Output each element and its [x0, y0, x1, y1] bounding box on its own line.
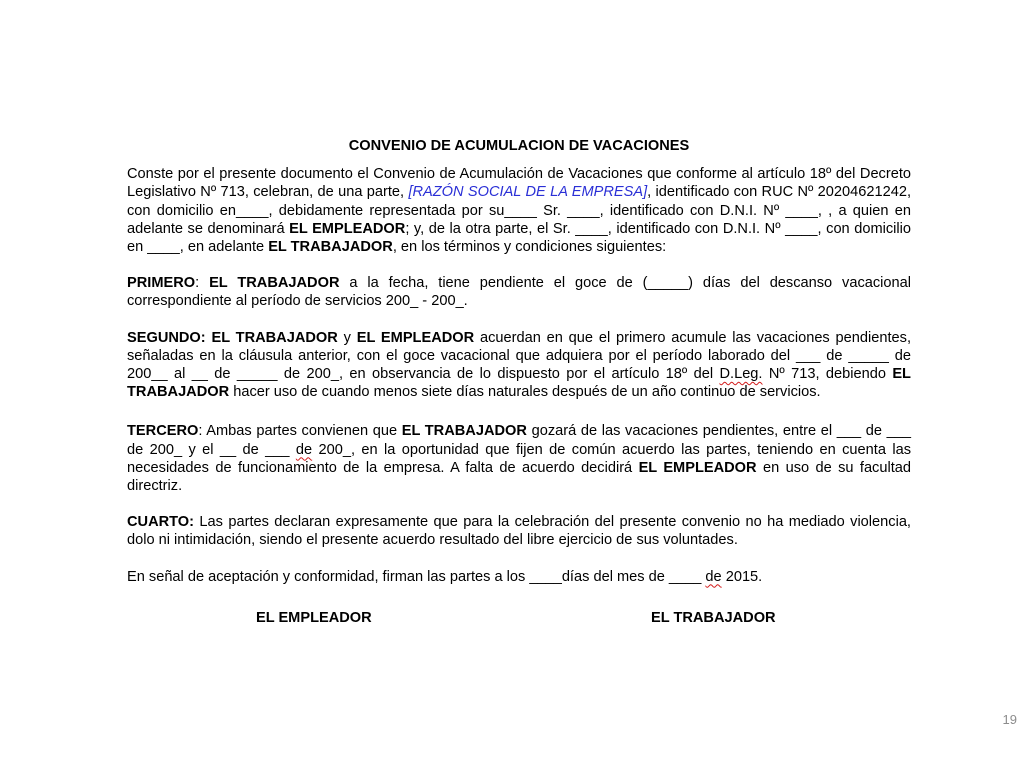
page-number: 19 [1002, 712, 1017, 727]
clause-tercero-spellcheck-word: de [295, 441, 313, 458]
intro-text-4: , en los términos y condiciones siguientes: [392, 239, 667, 256]
clause-segundo [127, 329, 911, 402]
company-name-placeholder: [RAZÓN SOCIAL DE LA EMPRESA] [408, 184, 648, 201]
clause-segundo-text-1: y [337, 329, 357, 346]
intro-text-2: , identificado con RUC Nº 20204621242, con domicilio en____, debidamente representada por su____ Sr. ____, identificado con D.N.I. Nº ____, , a quien en adelante se denominará [127, 184, 911, 237]
clause-cuarto-text-1: Las partes declaran expresamente que para la celebración del presente convenio no ha mediado violencia, dolo ni intimidación, siendo el presente acuerdo resultado del libre ejercicio de sus voluntades. [127, 514, 911, 549]
clause-tercero-employer: EL EMPLEADOR [638, 459, 757, 476]
closing-paragraph [127, 568, 911, 586]
clause-tercero-text-2: gozará de las vacaciones pendientes, entre el ___ de ___ de 200_ y el __ de ___ [127, 423, 911, 458]
intro-employer: EL EMPLEADOR [289, 220, 406, 237]
spacer [127, 256, 911, 274]
clause-segundo-text-3: Nº 713, debiendo [762, 366, 893, 383]
closing-text-1: En señal de aceptación y conformidad, firman las partes a los ____días del mes de ____ [127, 568, 706, 585]
clause-segundo-text-2: acuerdan en que el primero acumule las vacaciones pendientes, señaladas en la cláusula anterior, con el goce vacacional que adquiera por el período laborado del ___ de _____ de 200__ al __ de _____ de 200_, en observancia de lo dispuesto por el artículo 18º del [127, 329, 911, 383]
clause-tercero-text-3: 200_, en la oportunidad que fijen de común acuerdo las partes, teniendo en cuenta las necesidades de funcionamiento de la empresa. A falta de acuerdo decidirá [127, 441, 911, 476]
clause-tercero-text-4: en uso de su facultad directriz. [127, 459, 912, 495]
clause-primero-text-2: a la fecha, tiene pendiente el goce de (_____) días del descanso vacacional correspondiente al período de servicios 200_ - 200_. [127, 275, 912, 310]
intro-text-1: Conste por el presente documento el Convenio de Acumulación de Vacaciones que conforme al artículo 18º del Decreto Legislativo Nº 713, celebran, de una parte, [127, 166, 911, 201]
clause-primero-label: PRIMERO [127, 275, 196, 292]
clause-primero-worker: EL TRABAJADOR [209, 275, 340, 292]
clause-segundo-worker: EL TRABAJADOR [127, 366, 911, 401]
spacer [127, 401, 911, 422]
intro-paragraph [127, 165, 911, 256]
closing-spellcheck-word: de [705, 568, 722, 585]
spacer [127, 495, 911, 513]
clause-primero [127, 274, 911, 310]
clause-tercero-worker: EL TRABAJADOR [401, 423, 527, 440]
intro-worker: EL TRABAJADOR [268, 239, 393, 256]
clause-tercero [127, 422, 911, 495]
spacer [127, 311, 911, 329]
clause-cuarto [127, 513, 911, 549]
document-title: CONVENIO DE ACUMULACION DE VACACIONES [348, 138, 690, 154]
clause-tercero-label: TERCERO [127, 423, 199, 440]
clause-tercero-text-1: : Ambas partes convienen que [198, 423, 402, 440]
clause-cuarto-label: CUARTO: [127, 514, 195, 531]
signature-block [0, 610, 1024, 630]
clause-segundo-spellcheck-word: D.Leg. [719, 366, 763, 383]
closing-text-2: 2015. [721, 568, 763, 585]
clause-segundo-employer: EL EMPLEADOR [356, 329, 475, 346]
intro-text-3: ; y, de la otra parte, el Sr. ____, identificado con D.N.I. Nº ____, con domicilio en ____, en adelante [127, 220, 911, 256]
document-body [127, 137, 911, 586]
signature-worker: EL TRABAJADOR [651, 610, 776, 626]
signature-employer: EL EMPLEADOR [256, 610, 372, 626]
clause-primero-text-1: : [195, 275, 210, 292]
clause-segundo-text-4: hacer uso de cuando menos siete días naturales después de un año continuo de servicios. [229, 384, 821, 401]
spacer [127, 550, 911, 568]
clause-segundo-label: SEGUNDO: EL TRABAJADOR [127, 329, 338, 346]
